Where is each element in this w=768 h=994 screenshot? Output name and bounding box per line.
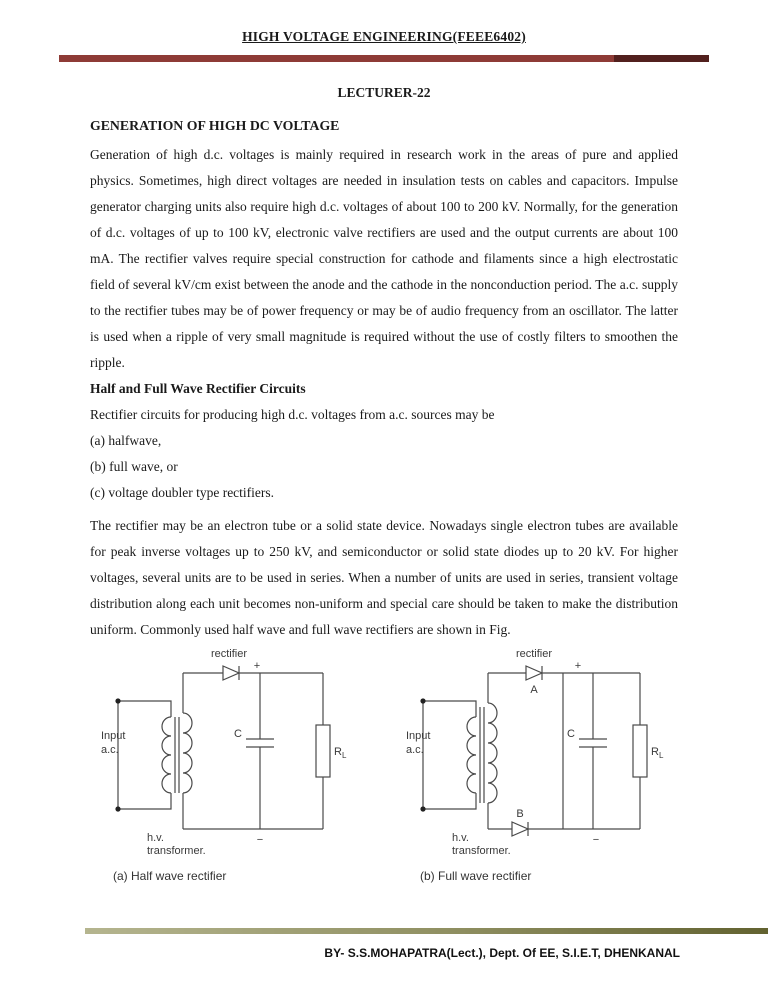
resistor-icon (316, 725, 330, 777)
input-label: Input (101, 730, 126, 742)
footer-rule (85, 928, 768, 934)
capacitor-icon (246, 739, 274, 747)
transformer-core (480, 707, 484, 803)
section-heading-generation: GENERATION OF HIGH DC VOLTAGE (90, 118, 340, 133)
diode-icon (223, 666, 239, 680)
half-wave-circuit-diagram (95, 647, 395, 857)
figure-row (95, 647, 768, 883)
header-title: HIGH VOLTAGE ENGINEERING(FEEE6402) (242, 29, 526, 44)
capacitor-label: C (567, 728, 575, 740)
input-terminal-dot (115, 698, 120, 703)
transformer-core (175, 717, 179, 793)
input-wire (118, 701, 171, 809)
input-label: a.c. (101, 744, 119, 756)
load-label: $R_L$ (651, 746, 664, 760)
document-body (90, 117, 678, 643)
input-terminal-dot (115, 806, 120, 811)
diode-a-label: A (530, 684, 538, 696)
diode-b-label: B (516, 808, 524, 820)
capacitor-icon (579, 739, 607, 747)
plus-label: + (253, 660, 261, 672)
minus-label: − (592, 834, 600, 846)
header-rule (59, 55, 709, 62)
plus-label: + (574, 660, 582, 672)
figure-full-wave-rectifier (400, 647, 730, 883)
header-rule-main-segment (59, 55, 614, 62)
rectifier-label: rectifier (515, 648, 553, 660)
input-wire (423, 701, 476, 809)
transformer-secondary-coil (488, 703, 497, 803)
section-heading-rectifier-circuits: Half and Full Wave Rectifier Circuits (90, 381, 306, 396)
transformer-primary-coil (162, 717, 171, 793)
input-label: a.c. (406, 744, 424, 756)
minus-label: − (256, 834, 264, 846)
figure-caption-full-wave: (b) Full wave rectifier (420, 869, 532, 883)
list-item-halfwave: (a) halfwave, (90, 433, 162, 448)
paragraph-rectifier-types: The rectifier may be an electron tube or a solid state device. Nowadays single electron tubes are available for peak inverse voltages up to 250 kV, and semiconductor or solid state diodes up to 20 kV. For higher voltages, several units are to be used in series. When a number of units are used in series, transient voltage distribution along each unit becomes non-uniform and special care should be taken to make the distribution uniform. Commonly used half wave and full wave rectifiers are shown in Fig. (90, 518, 678, 637)
capacitor-label: C (234, 728, 242, 740)
transformer-label: transformer. (452, 845, 511, 857)
input-terminal-dot (420, 698, 425, 703)
resistor-icon (633, 725, 647, 777)
input-terminal-dot (420, 806, 425, 811)
input-label: Input (406, 730, 431, 742)
diode-a-icon (526, 666, 542, 680)
figure-half-wave-rectifier (95, 647, 395, 883)
diode-b-icon (512, 822, 528, 836)
list-item-doubler: (c) voltage doubler type rectifiers. (90, 485, 275, 500)
list-item-fullwave: (b) full wave, or (90, 459, 178, 474)
load-label: $R_L$ (334, 746, 347, 760)
figure-caption-half-wave: (a) Half wave rectifier (113, 869, 227, 883)
transformer-label: h.v. (452, 832, 469, 844)
lecture-title: LECTURER-22 (337, 85, 431, 100)
transformer-primary-coil (467, 717, 476, 793)
transformer-secondary-coil (183, 713, 192, 793)
transformer-label: transformer. (147, 845, 206, 857)
page-footer (0, 928, 768, 994)
header-rule-end-segment (614, 55, 709, 62)
footer-credit: BY- S.S.MOHAPATRA(Lect.), Dept. Of EE, S.I.E.T, DHENKANAL (324, 946, 680, 960)
rectifier-label: rectifier (210, 648, 248, 660)
paragraph-generation: Generation of high d.c. voltages is mainly required in research work in the areas of pure and applied physics. Sometimes, high direct voltages are needed in insulation tests on cables and capacitors. Impulse generator charging units also require high d.c. voltages of about 100 to 200 kV. Normally, for the generation of d.c. voltages of up to 100 kV, electronic valve rectifiers are used and the output currents are about 100 mA. The rectifier valves require special construction for cathode and filaments since a high electrostatic field of several kV/cm exist between the anode and the cathode in the nonconduction period. The a.c. supply to the rectifier tubes may be of power frequency or may be of audio frequency from an oscillator. The latter is used when a ripple of very small magnitude is required without the use of costly filters to smoothen the ripple. (90, 147, 678, 370)
rectifier-intro-line: Rectifier circuits for producing high d.c. voltages from a.c. sources may be (90, 407, 495, 422)
full-wave-circuit-diagram (400, 647, 730, 857)
transformer-label: h.v. (147, 832, 164, 844)
